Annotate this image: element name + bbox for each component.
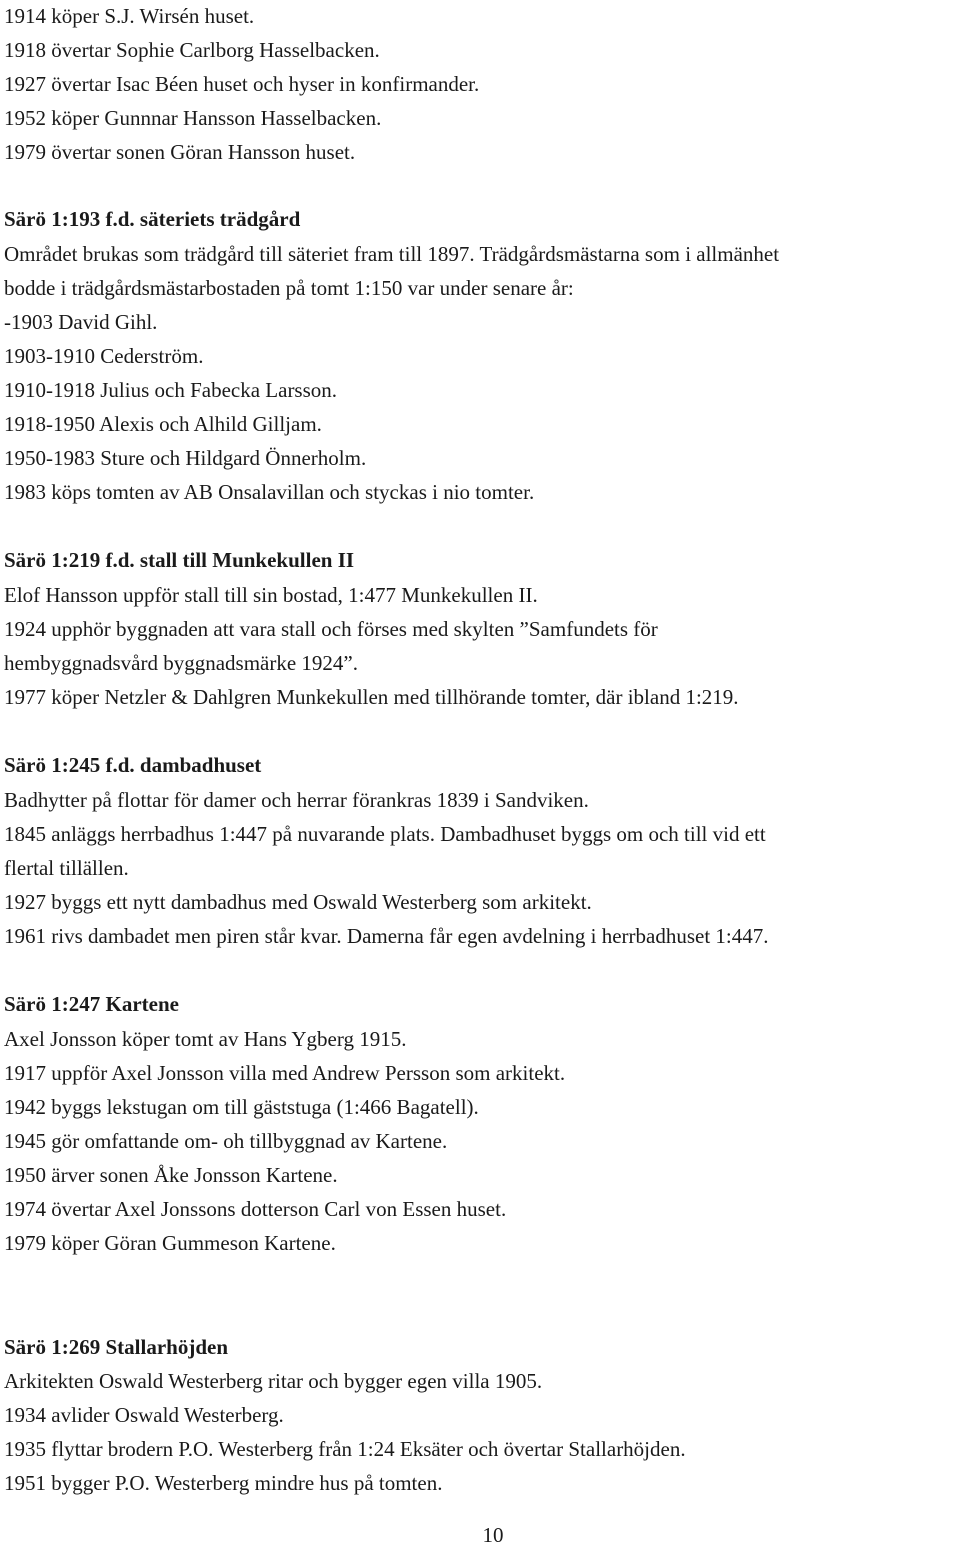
section-line: 1927 byggs ett nytt dambadhus med Oswald Westerberg som arkitekt. xyxy=(4,890,592,914)
section-heading: Särö 1:247 Kartene xyxy=(4,992,179,1016)
section-line: 1961 rivs dambadet men piren står kvar. Damerna får egen avdelning i herrbadhuset 1:447. xyxy=(4,924,769,948)
section-line: -1903 David Gihl. xyxy=(4,310,158,334)
section-heading: Särö 1:245 f.d. dambadhuset xyxy=(4,753,262,777)
section-line: 1950-1983 Sture och Hildgard Önnerholm. xyxy=(4,446,367,470)
intro-line: 1927 övertar Isac Béen huset och hyser in konfirmander. xyxy=(4,72,480,96)
section-line: 1945 gör omfattande om- oh tillbyggnad av Kartene. xyxy=(4,1129,448,1153)
section-line: 1983 köps tomten av AB Onsalavillan och styckas i nio tomter. xyxy=(4,480,535,504)
section-line: 1942 byggs lekstugan om till gäststuga (1:466 Bagatell). xyxy=(4,1095,479,1119)
intro-line: 1952 köper Gunnnar Hansson Hasselbacken. xyxy=(4,106,382,130)
section-line: Elof Hansson uppför stall till sin bostad, 1:477 Munkekullen II. xyxy=(4,583,538,607)
section-line: 1918-1950 Alexis och Alhild Gilljam. xyxy=(4,412,322,436)
section-line: Badhytter på flottar för damer och herrar förankras 1839 i Sandviken. xyxy=(4,788,589,812)
section-line: hembyggnadsvård byggnadsmärke 1924”. xyxy=(4,651,358,675)
section-line: 1951 bygger P.O. Westerberg mindre hus på tomten. xyxy=(4,1471,443,1495)
section-line: flertal tillällen. xyxy=(4,856,129,880)
intro-line: 1918 övertar Sophie Carlborg Hasselbacken. xyxy=(4,38,380,62)
section-line: 1950 ärver sonen Åke Jonsson Kartene. xyxy=(4,1163,338,1187)
intro-line: 1914 köper S.J. Wirsén huset. xyxy=(4,4,255,28)
section-line: 1910-1918 Julius och Fabecka Larsson. xyxy=(4,378,338,402)
section-heading: Särö 1:219 f.d. stall till Munkekullen II xyxy=(4,548,355,572)
section-line: 1924 upphör byggnaden att vara stall och förses med skylten ”Samfundets för xyxy=(4,617,658,641)
section-line: 1934 avlider Oswald Westerberg. xyxy=(4,1403,284,1427)
section-line: bodde i trädgårdsmästarbostaden på tomt 1:150 var under senare år: xyxy=(4,276,574,300)
section-line: 1903-1910 Cederström. xyxy=(4,344,204,368)
section-heading: Särö 1:193 f.d. säteriets trädgård xyxy=(4,207,301,231)
section-line: Området brukas som trädgård till säteriet fram till 1897. Trädgårdsmästarna som i allmänhet xyxy=(4,242,780,266)
section-line: 1935 flyttar brodern P.O. Westerberg från 1:24 Eksäter och övertar Stallarhöjden. xyxy=(4,1437,686,1461)
section-line: 1979 köper Göran Gummeson Kartene. xyxy=(4,1231,336,1255)
page-number: 10 xyxy=(482,1523,504,1547)
intro-line: 1979 övertar sonen Göran Hansson huset. xyxy=(4,140,356,164)
section-line: 1917 uppför Axel Jonsson villa med Andrew Persson som arkitekt. xyxy=(4,1061,566,1085)
section-line: 1977 köper Netzler & Dahlgren Munkekullen med tillhörande tomter, där ibland 1:219. xyxy=(4,685,739,709)
section-line: Arkitekten Oswald Westerberg ritar och bygger egen villa 1905. xyxy=(4,1369,543,1393)
section-line: Axel Jonsson köper tomt av Hans Ygberg 1915. xyxy=(4,1027,407,1051)
section-line: 1974 övertar Axel Jonssons dotterson Carl von Essen huset. xyxy=(4,1197,507,1221)
section-line: 1845 anläggs herrbadhus 1:447 på nuvarande plats. Dambadhuset byggs om och till vid ett xyxy=(4,822,766,846)
section-heading: Särö 1:269 Stallarhöjden xyxy=(4,1335,229,1359)
